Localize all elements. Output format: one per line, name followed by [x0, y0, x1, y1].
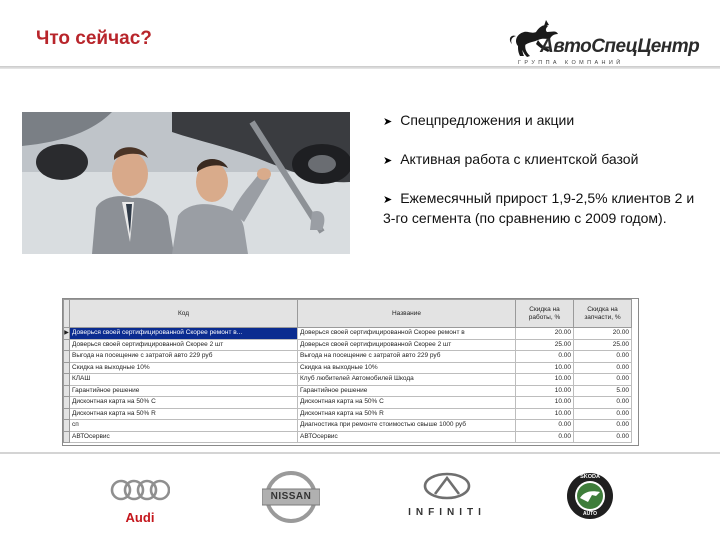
cell-discount-parts[interactable]: 0.00	[574, 362, 632, 374]
skoda-wordmark: SKODA	[580, 474, 600, 480]
page-title: Что сейчас?	[36, 28, 152, 49]
table-row[interactable]	[64, 408, 638, 420]
table-row[interactable]	[64, 362, 638, 374]
cell-discount-work[interactable]: 0.00	[516, 351, 574, 363]
cell-filler	[632, 328, 638, 340]
cell-code[interactable]: Гарантийное решение	[70, 385, 298, 397]
cell-code[interactable]: АВТОсервис	[70, 431, 298, 443]
cell-filler	[632, 362, 638, 374]
table-row[interactable]	[64, 374, 638, 386]
cell-code[interactable]: Выгода на посещение с затратой авто 229 руб	[70, 351, 298, 363]
cell-name[interactable]: Доверься своей сертифицированной Скорее ремонт в	[298, 328, 516, 340]
cell-discount-parts[interactable]: 25.00	[574, 339, 632, 351]
cell-code[interactable]: Доверься своей сертифицированной Скорее 2 шт	[70, 339, 298, 351]
cell-code[interactable]: Дисконтная карта на 50% R	[70, 408, 298, 420]
table-row[interactable]	[64, 431, 638, 443]
logo-brand-text: АвтоСпецЦентр	[540, 36, 700, 57]
bullet-item	[383, 111, 703, 131]
cell-filler	[632, 374, 638, 386]
cell-name[interactable]: Диагностика при ремонте стоимостью свыше 1000 руб	[298, 420, 516, 432]
column-header-code[interactable]: Код	[70, 300, 298, 328]
nissan-logo	[262, 468, 320, 526]
header-filler	[632, 300, 638, 328]
cell-name[interactable]: Клуб любителей Автомобилей Шкода	[298, 374, 516, 386]
discounts-table	[63, 299, 638, 443]
cell-name[interactable]: Гарантийное решение	[298, 385, 516, 397]
cell-discount-parts[interactable]: 0.00	[574, 420, 632, 432]
cell-name[interactable]: Скидка на выходные 10%	[298, 362, 516, 374]
cell-discount-work[interactable]: 25.00	[516, 339, 574, 351]
cell-discount-parts[interactable]: 0.00	[574, 408, 632, 420]
nissan-wordmark: NISSAN	[270, 491, 312, 502]
footer-divider	[0, 452, 720, 454]
cell-discount-work[interactable]: 10.00	[516, 374, 574, 386]
audi-rings-icon	[110, 478, 170, 504]
cell-discount-parts[interactable]: 0.00	[574, 351, 632, 363]
logo-tagline: ГРУППА КОМПАНИЙ	[518, 60, 624, 66]
table-header-row	[64, 300, 638, 328]
bullet-text: Активная работа с клиентской базой	[400, 151, 639, 167]
audi-wordmark: Audi	[125, 510, 155, 525]
cell-discount-parts[interactable]: 0.00	[574, 397, 632, 409]
skoda-logo	[566, 472, 614, 520]
discounts-grid	[62, 298, 639, 446]
column-header-discount-parts[interactable]: Скидка на запчасти, %	[574, 300, 632, 328]
cell-discount-work[interactable]: 10.00	[516, 362, 574, 374]
column-header-name[interactable]: Название	[298, 300, 516, 328]
cell-name[interactable]: Дисконтная карта на 50% R	[298, 408, 516, 420]
table-row[interactable]	[64, 420, 638, 432]
cell-discount-work[interactable]: 10.00	[516, 408, 574, 420]
mechanics-photo	[22, 112, 350, 254]
cell-code[interactable]: КЛАШ	[70, 374, 298, 386]
cell-discount-parts[interactable]: 0.00	[574, 374, 632, 386]
cell-discount-work[interactable]: 10.00	[516, 397, 574, 409]
cell-name[interactable]: Дисконтная карта на 50% С	[298, 397, 516, 409]
row-indicator[interactable]: ▶	[64, 328, 70, 340]
bullet-text: Спецпредложения и акции	[400, 112, 575, 128]
cell-code[interactable]: Дисконтная карта на 50% С	[70, 397, 298, 409]
table-row[interactable]	[64, 339, 638, 351]
cell-filler	[632, 431, 638, 443]
bullet-text: Ежемесячный прирост 1,9-2,5% клиентов 2 и 3-го сегмента (по сравнению с 2009 годом).	[383, 190, 695, 226]
cell-code[interactable]: Доверься своей сертифицированной Скорее ремонт в...	[70, 328, 298, 340]
cell-discount-work[interactable]: 0.00	[516, 420, 574, 432]
cell-code[interactable]: сп	[70, 420, 298, 432]
infiniti-logo	[402, 468, 492, 518]
table-row[interactable]	[64, 385, 638, 397]
table-row[interactable]	[64, 328, 638, 340]
table-row[interactable]	[64, 351, 638, 363]
arrow-bullet-icon: ➤	[383, 155, 393, 167]
arrow-bullet-icon: ➤	[383, 116, 393, 128]
table-row[interactable]	[64, 397, 638, 409]
cell-name[interactable]: АВТОсервис	[298, 431, 516, 443]
arrow-bullet-icon: ➤	[383, 194, 393, 206]
cell-code[interactable]: Скидка на выходные 10%	[70, 362, 298, 374]
cell-filler	[632, 397, 638, 409]
infiniti-wordmark: INFINITI	[408, 507, 486, 518]
cell-name[interactable]: Выгода на посещение с затратой авто 229 руб	[298, 351, 516, 363]
cell-discount-work[interactable]: 0.00	[516, 431, 574, 443]
bullet-item	[383, 189, 703, 227]
cell-filler	[632, 385, 638, 397]
column-header-discount-work[interactable]: Скидка на работы, %	[516, 300, 574, 328]
infiniti-emblem-icon	[402, 468, 492, 500]
cell-name[interactable]: Доверься своей сертифицированной Скорее 2 шт	[298, 339, 516, 351]
cell-discount-work[interactable]: 10.00	[516, 385, 574, 397]
cell-discount-work[interactable]: 20.00	[516, 328, 574, 340]
bullet-item	[383, 150, 703, 170]
audi-logo	[110, 478, 170, 525]
cell-filler	[632, 408, 638, 420]
skoda-auto-wordmark: AUTO	[582, 511, 598, 517]
cell-discount-parts[interactable]: 5.00	[574, 385, 632, 397]
cell-filler	[632, 339, 638, 351]
cell-discount-parts[interactable]: 0.00	[574, 431, 632, 443]
cell-filler	[632, 420, 638, 432]
cell-filler	[632, 351, 638, 363]
bullet-list	[383, 111, 703, 246]
cell-discount-parts[interactable]: 20.00	[574, 328, 632, 340]
